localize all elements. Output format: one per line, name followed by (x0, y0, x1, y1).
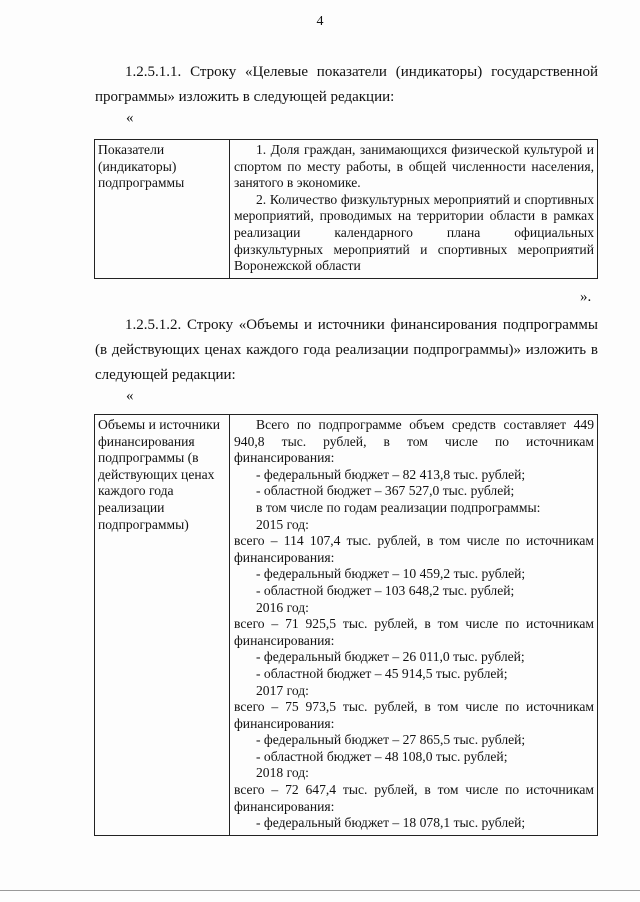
financing-table (94, 414, 598, 836)
financing-line: всего – 72 647,4 тыс. рублей, в том числе по источникам финансирования: (234, 782, 594, 814)
indicator-item: 1. Доля граждан, занимающихся физической культурой и спортом по месту работы, в общей численности населения, занятого в экономике. (234, 142, 594, 191)
section2-intro: 1.2.5.1.2. Строку «Объемы и источники финансирования подпрограммы (в действующих ценах каждого года реализации подпрограммы)» изложить в следующей редакции: (95, 317, 598, 383)
financing-label-cell: Объемы и источники финансирования подпрограммы (в действующих ценах каждого года реализации подпрограммы) (95, 415, 230, 836)
indicators-values-cell (230, 140, 598, 279)
page-number: 4 (316, 14, 324, 29)
financing-values-cell (230, 415, 598, 836)
financing-line: всего – 75 973,5 тыс. рублей, в том числе по источникам финансирования: (234, 699, 594, 731)
financing-line: - федеральный бюджет – 82 413,8 тыс. рублей; (256, 466, 526, 482)
indicators-table (94, 139, 598, 279)
indicator-item: 2. Количество физкультурных мероприятий и спортивных мероприятий, проводимых на территории области в рамках реализации календарного плана официальных физкультурных мероприятий и спортивных мероприятий Воронежской области (234, 191, 594, 274)
quote-close-1: ». (580, 289, 592, 305)
financing-line: 2015 год: (256, 516, 309, 532)
financing-line: в том числе по годам реализации подпрограммы: (256, 499, 541, 515)
table-row (95, 415, 598, 836)
page-bottom-rule (0, 890, 640, 891)
financing-line: 2018 год: (256, 765, 309, 781)
financing-line: - областной бюджет – 103 648,2 тыс. рублей; (256, 582, 515, 598)
financing-line: всего – 71 925,5 тыс. рублей, в том числе по источникам финансирования: (234, 616, 594, 648)
financing-line: - федеральный бюджет – 27 865,5 тыс. рублей; (256, 732, 526, 748)
quote-open-2: « (126, 388, 134, 404)
section1-intro: 1.2.5.1.1. Строку «Целевые показатели (индикаторы) государственной программы» изложить в следующей редакции: (95, 64, 598, 105)
indicators-label-cell: Показатели (индикаторы) подпрограммы (95, 140, 230, 279)
financing-line: - областной бюджет – 45 914,5 тыс. рублей; (256, 665, 508, 681)
table-row (95, 140, 598, 279)
financing-line: - федеральный бюджет – 18 078,1 тыс. рублей; (256, 815, 526, 831)
financing-line: 2016 год: (256, 599, 309, 615)
financing-line: - федеральный бюджет – 10 459,2 тыс. рублей; (256, 566, 526, 582)
financing-line: всего – 114 107,4 тыс. рублей, в том числе по источникам финансирования: (234, 533, 594, 565)
financing-line: - областной бюджет – 48 108,0 тыс. рублей; (256, 748, 508, 764)
financing-line: - федеральный бюджет – 26 011,0 тыс. рублей; (256, 649, 525, 665)
financing-line: 2017 год: (256, 682, 309, 698)
financing-line: Всего по подпрограмме объем средств составляет 449 940,8 тыс. рублей, в том числе по источникам финансирования: (234, 417, 594, 466)
quote-open-1: « (126, 110, 134, 126)
financing-line: - областной бюджет – 367 527,0 тыс. рублей; (256, 483, 515, 499)
